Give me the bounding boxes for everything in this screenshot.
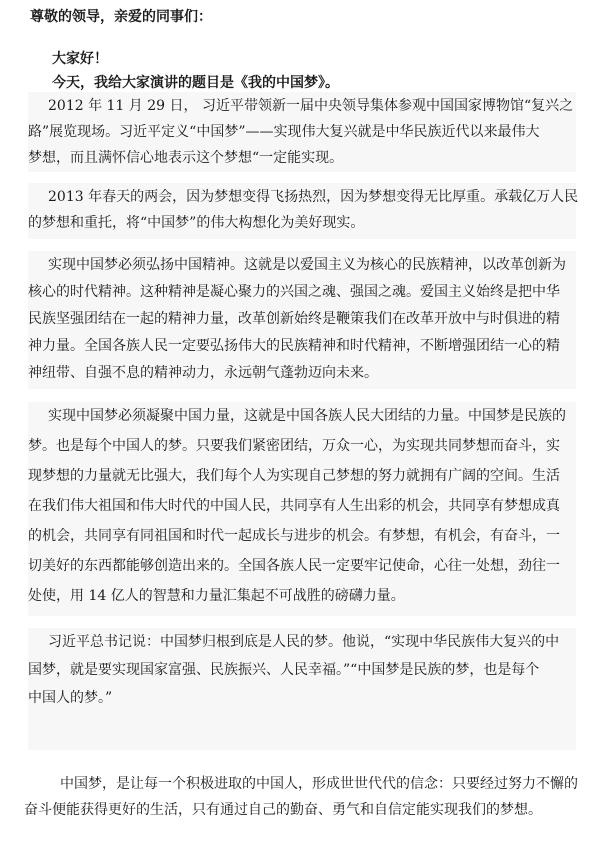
speech-topic: 今天，我给大家演讲的题目是《我的中国梦》。 xyxy=(52,75,339,91)
paragraph-line: 切美好的东西都能够创造出来的。全国各族人民一定要牢记使命，心往一处想，劲往一 xyxy=(28,558,560,574)
paragraph-line: 2012 年 11 月 29 日， 习近平带领新一届中央领导集体参观中国国家博物馆“复兴之 xyxy=(48,98,574,114)
paragraph-line: 实现中国梦必须弘扬中国精神。这就是以爱国主义为核心的民族精神，以改革创新为 xyxy=(48,257,566,273)
paragraph-line: 中国人的梦。” xyxy=(28,690,113,706)
paragraph-line: 路”展览现场。习近平定义“中国梦”——实现伟大复兴就是中华民族近代以来最伟大 xyxy=(28,124,540,140)
paragraph-line: 实现中国梦必须凝聚中国力量，这就是中国各族人民大团结的力量。中国梦是民族的 xyxy=(48,408,566,424)
hello-line: 大家好！ xyxy=(52,51,108,67)
paragraph-block xyxy=(28,183,579,239)
paragraph-line: 处使，用 14 亿人的智慧和力量汇集起不可战胜的磅礴力量。 xyxy=(28,588,405,604)
paragraph-line: 梦。也是每个中国人的梦。只要我们紧密团结，万众一心，为实现共同梦想而奋斗，实 xyxy=(28,438,560,454)
paragraph-line: 奋斗便能获得更好的生活，只有通过自己的勤奋、勇气和自信定能实现我们的梦想。 xyxy=(24,802,542,818)
paragraph-line: 现梦想的力量就无比强大，我们每个人为实现自己梦想的努力就拥有广阔的空间。生活 xyxy=(28,468,560,484)
paragraph-line: 核心的时代精神。这种精神是凝心聚力的兴国之魂、强国之魂。爱国主义始终是把中华 xyxy=(28,284,560,300)
salutation: 尊敬的领导，亲爱的同事们： xyxy=(30,9,212,25)
paragraph-block xyxy=(28,628,576,750)
paragraph-line: 2013 年春天的两会，因为梦想变得飞扬热烈，因为梦想变得无比厚重。承载亿万人民 xyxy=(48,189,579,205)
paragraph-line: 神力量。全国各族人民一定要弘扬伟大的民族精神和时代精神，不断增强团结一心的精 xyxy=(28,338,560,354)
paragraph-line: 的机会，共同享有同祖国和时代一起成长与进步的机会。有梦想，有机会，有奋斗，一 xyxy=(28,528,560,544)
paragraph-block xyxy=(28,92,576,172)
paragraph-block xyxy=(28,251,576,389)
paragraph-line: 梦想，而且满怀信心地表示这个梦想“一定能实现。 xyxy=(28,150,344,166)
closing-paragraph xyxy=(24,770,580,826)
paragraph-line: 中国梦，是让每一个积极进取的中国人，形成世世代代的信念：只要经过努力不懈的 xyxy=(60,776,578,792)
paragraph-line: 国梦，就是要实现国家富强、民族振兴、人民幸福。”“中国梦是民族的梦，也是每个 xyxy=(28,662,540,678)
paragraph-line: 民族坚强团结在一起的精神力量，改革创新始终是鞭策我们在改革开放中与时俱进的精 xyxy=(28,311,560,327)
paragraph-line: 的梦想和重托，将“中国梦”的伟大构想化为美好现实。 xyxy=(28,215,365,231)
paragraph-line: 神纽带、自强不息的精神动力，永远朝气蓬勃迈向未来。 xyxy=(28,365,378,381)
paragraph-line: 习近平总书记说：中国梦归根到底是人民的梦。他说，“实现中华民族伟大复兴的中 xyxy=(48,634,560,650)
paragraph-block xyxy=(28,402,576,616)
paragraph-line: 在我们伟大祖国和伟大时代的中国人民，共同享有人生出彩的机会，共同享有梦想成真 xyxy=(28,498,560,514)
